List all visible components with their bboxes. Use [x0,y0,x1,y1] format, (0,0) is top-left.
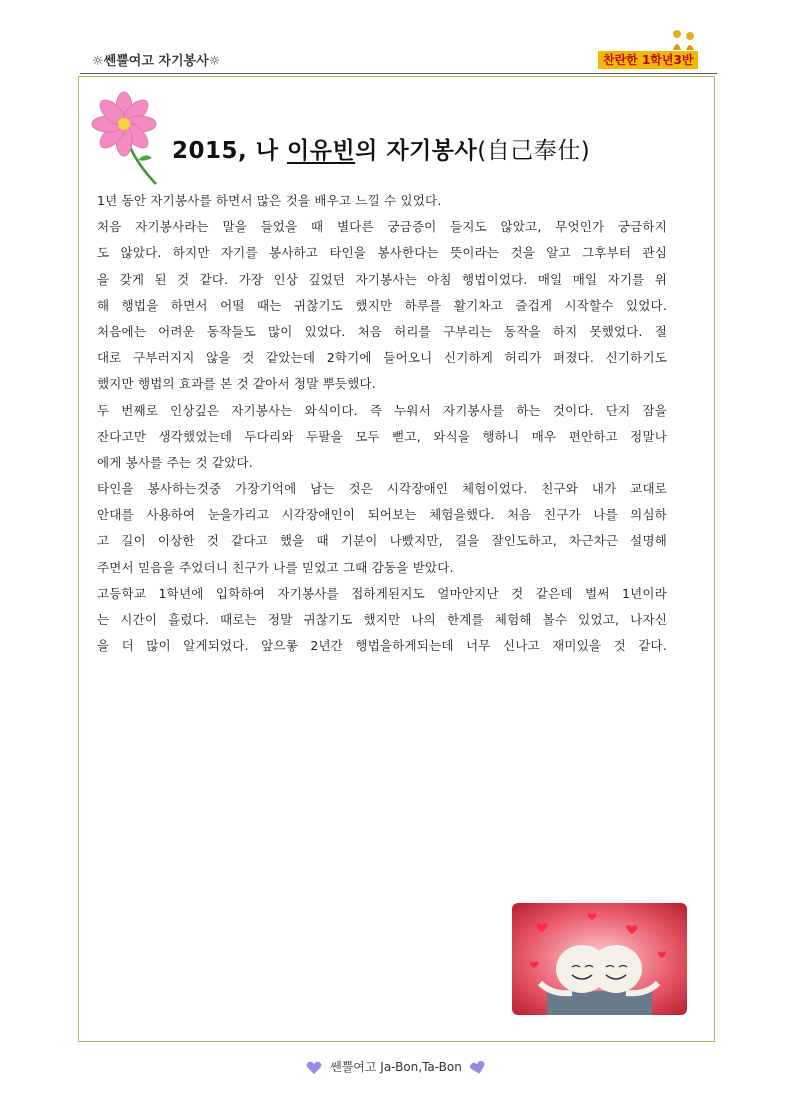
title-author-name: 이유빈 [286,138,356,164]
essay-line: 안대를 사용하여 눈을가리고 시각장애인이 되어보는 체험을했다. 처음 친구가 나를 의심하 [97,507,667,523]
document-title [172,132,590,165]
smiling-couple-image [512,903,687,1015]
essay-line: 두 번째로 인상깊은 자기봉사는 와식이다. 즉 누워서 자기봉사를 하는 것이다. 단지 잠을 [97,402,667,418]
title-hanja: (自己奉仕) [477,138,591,164]
essay-line: 처음에는 어려운 동작들도 많이 있었다. 처음 허리를 구부리는 동작을 하지 못했었다. 절 [97,323,667,339]
essay-line: 고 길이 이상한 것 같다고 했을 때 기분이 나빴지만, 길을 잘인도하고, 차근차근 설명해 [97,533,667,549]
essay-line: 도 않았다. 하지만 자기를 봉사하고 타인을 봉사한다는 뜻이라는 것을 알고 그후부터 관심 [97,245,667,261]
heart-icon [306,1061,322,1075]
title-suffix: 의 자기봉사 [355,138,478,164]
footer-text: 쎈뿔여고 Ja-Bon,Ta-Bon [330,1060,462,1074]
essay-line: 을 갖게 된 것 같다. 가장 인상 깊었던 자기봉사는 아침 행법이었다. 매일 매일 자기를 위 [97,271,667,287]
cosmos-flower-icon [86,88,166,188]
essay-line: 했지만 행법의 효과를 본 것 같아서 정말 뿌듯했다. [97,376,376,392]
essay-line: 에게 봉사를 주는 것 같았다. [97,454,253,470]
essay-line: 1년 동안 자기봉사를 하면서 많은 것을 배우고 느낄 수 있었다. [97,193,442,208]
essay-line: 해 행법을 하면서 어떨 때는 귀찮기도 했지만 하루를 활기차고 즐겁게 시작할수 있었다. [97,297,667,313]
essay-line: 처음 자기봉사라는 말을 들었을 때 별다른 궁금증이 들지도 않았고, 무엇인가 궁금하지 [97,219,667,235]
header-title: ☼쎈뿔여고 자기봉사☼ [92,54,221,69]
header-divider [80,73,717,74]
essay-line: 타인을 봉사하는것중 가장기억에 남는 것은 시각장애인 체험이었다. 친구와 내가 교대로 [97,481,667,497]
essay-line: 대로 구부러지지 않을 것 같았는데 2학기에 들어오니 신기하게 허리가 펴졌다. 신기하기도 [97,350,667,366]
decoration-figures-icon [670,28,698,52]
essay-line: 는 시간이 흘렀다. 때로는 정말 귀찮기도 했지만 나의 한계를 체험해 볼수 있었고, 나자신 [97,612,667,627]
essay-line: 주면서 믿음을 주었더니 친구가 나를 믿었고 그때 감동을 받았다. [97,559,454,575]
title-prefix: 2015, 나 [172,138,287,164]
heart-icon [470,1061,486,1075]
essay-line: 고등학교 1학년에 입학하여 자기봉사를 접하게된지도 얼마안지난 것 같은데 벌써 1년이라 [97,585,667,601]
page-footer [0,1058,792,1075]
class-badge: 찬란한 1학년3반 [598,51,698,69]
essay-line: 을 더 많이 알게되었다. 앞으롷 2년간 행법을하게되는데 너무 신나고 재미있을 것 같다. [97,638,667,654]
essay-body [97,188,667,659]
essay-line: 잔다고만 생각했었는데 두다리와 두팔을 모두 뻗고, 와식을 행하니 매우 편안하고 정말나 [97,428,667,444]
